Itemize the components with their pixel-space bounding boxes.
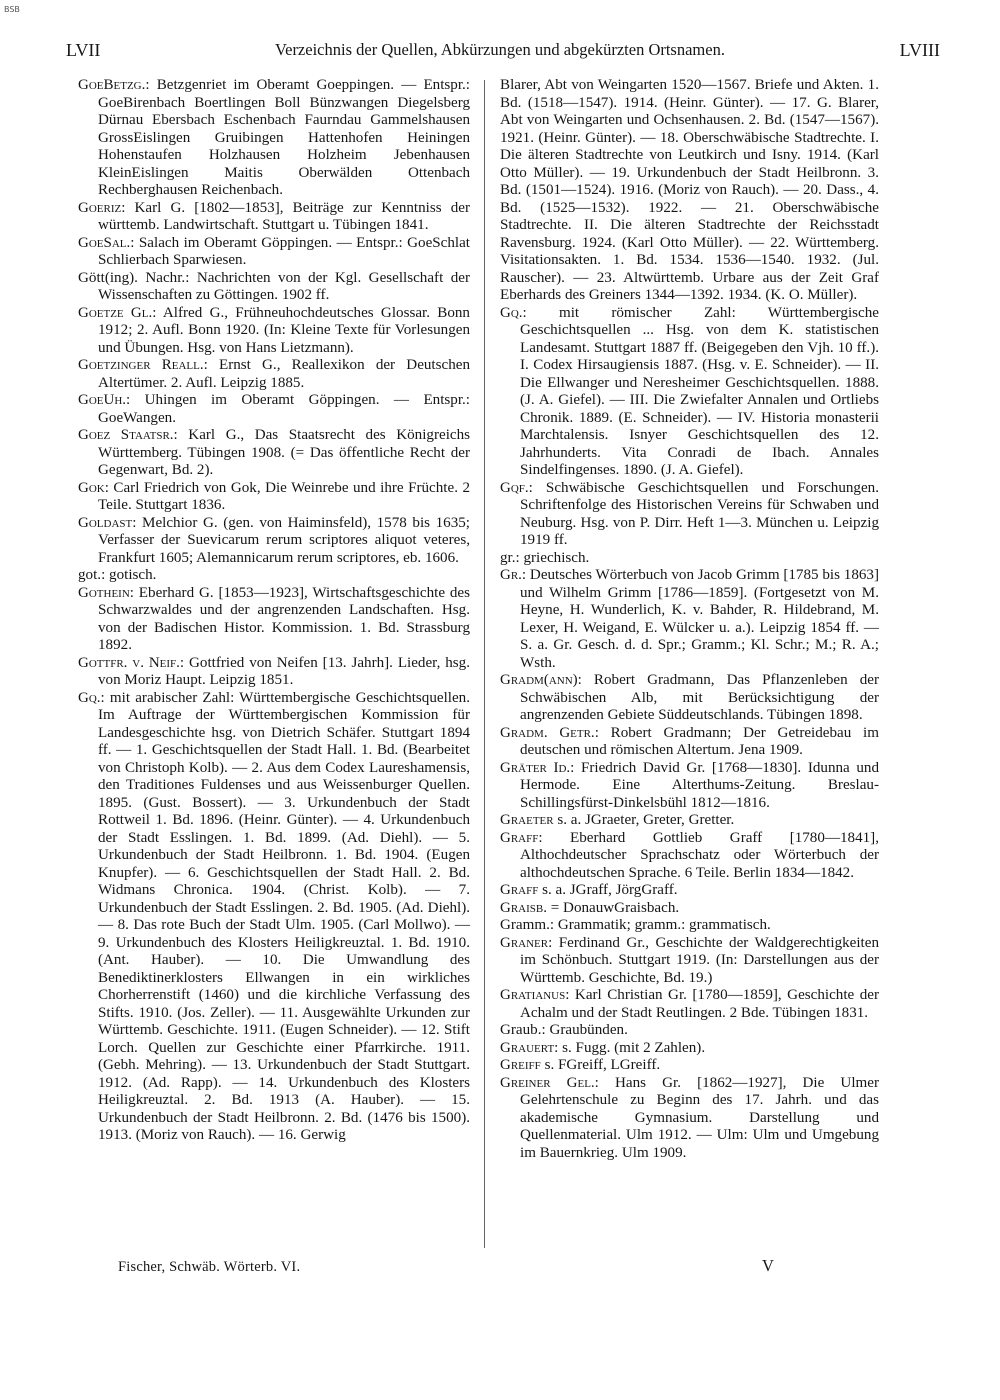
entry-text: : Alfred G., Frühneuhochdeutsches Glossar. Bonn 1912; 2. Aufl. Bonn 1920. (In: Kleine Texte für Vorlesungen und Übungen. Hsg. von Hans Lietzmann). bbox=[98, 304, 470, 356]
library-stamp: BSB bbox=[4, 5, 20, 14]
entry-text: : Ernst G., Reallexikon der Deutschen Altertümer. 2. Aufl. Leipzig 1885. bbox=[98, 357, 470, 391]
entry-key: Gqf. bbox=[500, 479, 529, 496]
entry bbox=[78, 655, 470, 690]
entry-text: s. a. JGraff, JörgGraff. bbox=[538, 882, 678, 898]
entry bbox=[78, 270, 470, 305]
entry-key: Graff bbox=[500, 882, 539, 898]
entry bbox=[500, 830, 879, 883]
entry-key: GoeSal. bbox=[78, 234, 131, 251]
entry bbox=[78, 235, 470, 270]
entry-text: : Karl Christian Gr. [1780—1859], Geschichte der Achalm und der Stadt Reutlingen. 2 Bde. Tübingen 1831. bbox=[520, 987, 879, 1021]
page-number-left: LVII bbox=[66, 40, 101, 60]
entry-text: : mit römischer Zahl: Württembergische Geschichtsquellen ... Hsg. von dem K. statistischen Landesamt. Stuttgart 1887 ff. (Beigegeben den Vjh. 10 ff.). I. Codex Hirsaugiensis 1887. (Hsg. v. E. Schneider). — II. Die Ellwanger und Neresheimer Geschichtsquellen. 1888. (J. A. Giefel). — III. Die Zwiefalter Annalen und Ortliebs Chronik. 1889. (E. Schneider). — IV. Historia monasterii Marchtalensis. Isnyer Geschichtsquellen des 12. Jahrhunderts. Vita Conradi de Ibach. Annales Sindelfingenses. 1890. (J. A. Giefel). bbox=[520, 304, 879, 478]
footer-signature: Fischer, Schwäb. Wörterb. VI. bbox=[118, 1259, 301, 1275]
entry-key: gr. bbox=[500, 549, 516, 566]
page-title: Verzeichnis der Quellen, Abkürzungen und abgekürzten Ortsnamen. bbox=[275, 40, 725, 59]
entry-text: : Eberhard Gottlieb Graff [1780—1841], Althochdeutscher Sprachschatz oder Wörterbuch der althochdeutschen Sprache. 6 Teile. Berlin 1834—1842. bbox=[520, 829, 879, 881]
entry-key: Gradm. Getr. bbox=[500, 724, 595, 741]
column-divider bbox=[484, 80, 485, 1248]
entry bbox=[78, 585, 470, 655]
page-number-right: LVIII bbox=[899, 40, 940, 60]
entry-text: : Salach im Oberamt Göppingen. — Entspr.: GoeSchlat Schlierbach Sparwiesen. bbox=[98, 234, 470, 268]
entry-text: : Eberhard G. [1853—1923], Wirtschaftsgeschichte des Schwarzwaldes und der angrenzenden Landschaften. Hsg. von der Badischen Histor. Kommission. 1. Bd. Strassburg 1892. bbox=[98, 584, 470, 653]
entry-text: : Ferdinand Gr., Geschichte der Waldgerechtigkeiten im Schönbuch. Stuttgart 1919. (In: Darstellungen aus der Württemb. Geschichte, Bd. 19.) bbox=[520, 934, 879, 986]
entry-key: Gratianus bbox=[500, 987, 566, 1003]
entry-text: : Schwäbische Geschichtsquellen und Forschungen. Schriftenfolge des Historischen Vereins für Schwaben und Neuburg. Hsg. von P. Dirr. Heft 1—3. München u. Leipzig 1919 ff. bbox=[520, 479, 879, 548]
entry-text: : Grammatik; gramm.: grammatisch. bbox=[549, 917, 771, 933]
entry-text: : Carl Friedrich von Gok, Die Weinrebe und ihre Früchte. 2 Teile. Stuttgart 1836. bbox=[98, 479, 470, 513]
entry-key: Gok bbox=[78, 479, 105, 496]
entry-text: : Graubünden. bbox=[541, 1022, 628, 1038]
entry bbox=[78, 357, 470, 392]
entry-text: : griechisch. bbox=[515, 549, 590, 566]
entry bbox=[78, 77, 470, 200]
entry-text: : Melchior G. (gen. von Haiminsfeld), 1578 bis 1635; Verfasser der Suevicarum rerum scriptores aliquot veteres, Frankfurt 1605; Alemannicarum rerum scriptores, eb. 1606. bbox=[98, 514, 470, 566]
entry bbox=[500, 987, 879, 1022]
entry-key: Greiff bbox=[500, 1057, 541, 1073]
entry-key: GoeUh. bbox=[78, 392, 127, 408]
entry bbox=[500, 567, 879, 672]
entry-text: s. FGreiff, LGreiff. bbox=[540, 1057, 661, 1073]
entry bbox=[500, 1075, 879, 1163]
entry bbox=[78, 515, 470, 568]
entry-key: Gothein bbox=[78, 584, 130, 601]
entry bbox=[78, 392, 470, 427]
entry-key: Gr. bbox=[500, 567, 522, 583]
entry bbox=[78, 690, 470, 1145]
entry-text: = DonauwGraisbach. bbox=[546, 899, 680, 916]
entry bbox=[500, 935, 879, 988]
entry bbox=[500, 1057, 879, 1075]
entry-text: : s. Fugg. (mit 2 Zahlen). bbox=[554, 1039, 706, 1056]
entry-key: Goez Staatsr. bbox=[78, 427, 174, 443]
left-column bbox=[78, 77, 470, 1145]
entry-key: got. bbox=[78, 567, 102, 583]
entry-continuation bbox=[500, 77, 879, 305]
entry-key: GoeBetzg. bbox=[78, 77, 146, 93]
entry-text: : Robert Gradmann, Das Pflanzenleben der Schwäbischen Alb, mit Berücksichtigung der angrenzenden Gebiete Süddeutschlands. Tübingen 1898. bbox=[520, 672, 879, 723]
entry bbox=[500, 725, 879, 760]
entry-key: Graisb. bbox=[500, 899, 547, 916]
entry bbox=[500, 1040, 879, 1058]
entry-key: Gräter Id. bbox=[500, 759, 571, 776]
entry-text: : Uhingen im Oberamt Göppingen. — Entspr.: GoeWangen. bbox=[98, 392, 470, 426]
entry bbox=[500, 480, 879, 550]
entry bbox=[500, 900, 879, 918]
entry-key: Grauert bbox=[500, 1039, 555, 1056]
entry-key: Gottfr. v. Neif. bbox=[78, 654, 180, 671]
entry-text: : Betzgenriet im Oberamt Goeppingen. — Entspr.: GoeBirenbach Boertlingen Boll Bünzwangen Diegelsberg Dürnau Ebersbach Eschenbach Faurndau Gammelshausen GrossEislingen Gruibingen Hattenhofen Heiningen Hohenstaufen Holzhausen Holzheim Jebenhausen KleinEislingen Maitis Oberwälden Ottenbach Rechberghausen Reichenbach. bbox=[98, 77, 470, 198]
entry-text: : Friedrich David Gr. [1768—1830]. Idunna und Hermode. Eine Alterthums-Zeitung. Breslau-Schillingsfürst-Dinkelsbühl 1812—1816. bbox=[520, 759, 879, 811]
entry-text: s. a. JGraeter, Greter, Gretter. bbox=[553, 812, 735, 828]
entry bbox=[500, 882, 879, 900]
entry-key: Greiner Gel. bbox=[500, 1074, 595, 1091]
entry bbox=[500, 1022, 879, 1040]
entry bbox=[500, 550, 879, 568]
entry-text: : Gottfried von Neifen [13. Jahrh]. Lieder, hsg. von Moriz Haupt. Leipzig 1851. bbox=[98, 654, 470, 688]
entry bbox=[500, 812, 879, 830]
right-column bbox=[500, 77, 879, 1162]
entry-key: Goetze Gl. bbox=[78, 304, 153, 321]
entry-text: : Deutsches Wörterbuch von Jacob Grimm [1785 bis 1863] und Wilhelm Grimm [1786—1859]. (Fortgesetzt von M. Heyne, H. Wunderlich, K. v. Bahder, R. Hildebrand, M. Lexer, H. Weigand, E. Wülcker u. a.). Leipzig 1854 ff. — S. a. Gr. Gesch. d. d. Spr.; Gramm.; Kl. Schr.; M.; R. A.; Wsth. bbox=[520, 567, 879, 671]
entry-key: Goeriz bbox=[78, 199, 122, 216]
entry bbox=[78, 200, 470, 235]
entry-key: Gramm. bbox=[500, 917, 550, 933]
entry-text: : Nachrichten von der Kgl. Gesellschaft der Wissenschaften zu Göttingen. 1902 ff. bbox=[98, 269, 470, 303]
entry-text: Blarer, Abt von Weingarten 1520—1567. Briefe und Akten. 1. Bd. (1518—1547). 1914. (Heinr. Günter). — 17. G. Blarer, Abt von Weingarten und Ochsenhausen. 2. Bd. (1547—1567). 1921. (Heinr. Günter). — 18. Oberschwäbische Stadtrechte. I. Die älteren Stadtrechte von Leutkirch und Isny. 1914. (Karl Otto Müller). — 19. Urkundenbuch der Stadt Heilbronn. 3. Bd. (1501—1524). 1916. (Moriz von Rauch). — 20. Dass., 4. Bd. (1525—1532). 1922. — 21. Oberschwäbische Stadtrechte. II. Die älteren Stadtrechte der Reichsstadt Ravensburg. 1924. (Karl Otto Müller). — 22. Württemberg. Visitationsakten. 1. Bd. 1534. 1536—1540. 1932. (Jul. Rauscher). — 23. Altwürttemb. Urbare aus der Zeit Graf Eberhards des Greiners 1344—1392. 1934. (K. O. Müller). bbox=[500, 77, 879, 303]
entry bbox=[78, 567, 470, 585]
entry-text: : Karl G., Das Staatsrecht des Königreichs Württemberg. Tübingen 1908. (= Das öffentliche Recht der Gegenwart, Bd. 2). bbox=[98, 427, 471, 478]
entry-key: Goetzinger Reall. bbox=[78, 357, 204, 373]
entry-key: Goldast bbox=[78, 514, 133, 531]
entry bbox=[500, 760, 879, 813]
entry-key: Graner bbox=[500, 934, 549, 951]
footer-sheet-mark: V bbox=[762, 1256, 774, 1275]
entry bbox=[500, 917, 879, 935]
entry-key: Gq. bbox=[500, 304, 523, 321]
entry-text: : Hans Gr. [1862—1927], Die Ulmer Gelehrtenschule zu Beginn des 17. Jahrh. und das akademische Gymnasium. Darstellung und Quellenmaterial. Ulm 1912. — Ulm: Ulm und Umgebung im Bauernkrieg. Ulm 1909. bbox=[520, 1074, 879, 1161]
entry bbox=[500, 672, 879, 725]
entry-key: Gradm(ann) bbox=[500, 672, 578, 688]
entry-key: Graeter bbox=[500, 812, 554, 828]
entry bbox=[500, 305, 879, 480]
entry bbox=[78, 427, 470, 480]
entry-key: Graff bbox=[500, 829, 539, 846]
entry-key: Gq. bbox=[78, 689, 101, 706]
page-header bbox=[0, 40, 1000, 62]
entry-text: : Karl G. [1802—1853], Beiträge zur Kenntniss der württemb. Landwirtschaft. Stuttgart u. Tübingen 1841. bbox=[98, 199, 470, 233]
entry-text: : Robert Gradmann; Der Getreidebau im deutschen und römischen Altertum. Jena 1909. bbox=[520, 724, 879, 758]
entry-key: Gött(ing). Nachr. bbox=[78, 269, 186, 286]
entry-key: Graub. bbox=[500, 1022, 542, 1038]
entry bbox=[78, 480, 470, 515]
entry bbox=[78, 305, 470, 358]
entry-text: : mit arabischer Zahl: Württembergische Geschichtsquellen. Im Auftrage der Württembergischen Kommission für Landesgeschichte hsg. von Dietrich Schäfer. Stuttgart 1894 ff. — 1. Geschichtsquellen der Stadt Hall. 1. Bd. (Bearbeitet von Christoph Kolb). — 2. Aus dem Codex Laureshamensis, den Traditiones Fuldenses und aus Weissenburger Quellen. 1895. (Gust. Bossert). — 3. Urkundenbuch der Stadt Rottweil 1. Bd. 1896. (Heinr. Günter). — 4. Urkundenbuch der Stadt Esslingen. 1. Bd. 1899. (Ad. Diehl). — 5. Urkundenbuch der Stadt Heilbronn. 1. Bd. 1904. (Eugen Knupfer). — 6. Geschichtsquellen der Stadt Hall. 2. Bd. Widmans Chronica. 1904. (Christ. Kolb). — 7. Urkundenbuch der Stadt Esslingen. 2. Bd. 1905. (Ad. Diehl). — 8. Das rote Buch der Stadt Ulm. 1905. (Carl Mollwo). — 9. Urkundenbuch des Klosters Heiligkreuztal. 1. Bd. 1910. (Ant. Hauber). — 10. Die Umwandlung des Benediktinerklosters Ellwangen in ein wirkliches Chorherrenstift (1460) und die kirchliche Verfassung des Stifts. 1910. (Jos. Zeller). — 11. Ausgewählte Urkunden zur Württemb. Geschichte. 1911. (Eugen Schneider). — 12. Stift Lorch. Quellen zur Geschichte einer Pfarrkirche. 1911. (Gebh. Mehring). — 13. Urkundenbuch der Stadt Stuttgart. 1912. (Ad. Rapp). — 14. Urkundenbuch des Klosters Heiligkreuztal. 2. Bd. 1913 (A. Hauber). — 15. Urkundenbuch der Stadt Heilbronn. 2. Bd. (1476 bis 1500). 1913. (Moriz von Rauch). — 16. Gerwig bbox=[98, 689, 470, 1143]
entry-text: : gotisch. bbox=[101, 567, 157, 583]
